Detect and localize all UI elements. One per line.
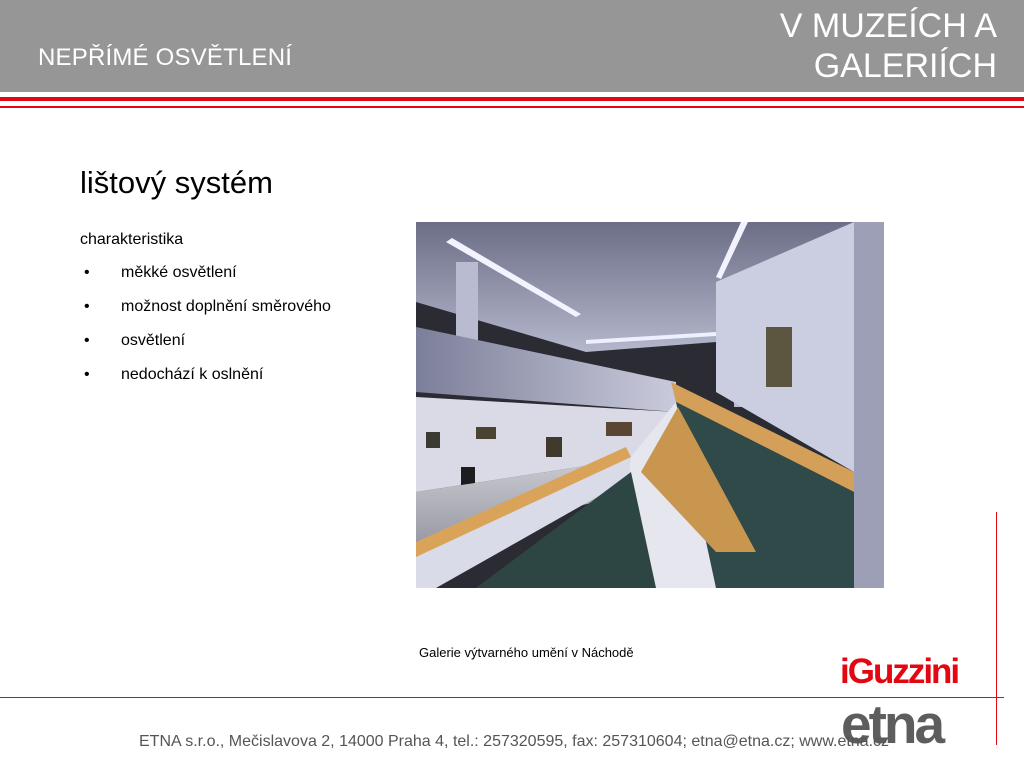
bullet-marker: • <box>84 366 90 383</box>
header-title-line-1: V MUZEÍCH A <box>779 7 997 45</box>
section-subtitle: charakteristika <box>80 231 184 248</box>
list-item-text: možnost doplnění směrového <box>121 298 331 315</box>
bullet-marker: • <box>84 332 90 349</box>
header-title <box>780 6 997 86</box>
list-item-text: osvětlení <box>121 332 186 349</box>
bullet-marker: • <box>84 264 90 281</box>
list-item-text: nedochází k oslnění <box>121 366 264 383</box>
footer-vertical-divider <box>996 512 997 745</box>
slide-title: lištový systém <box>80 165 273 200</box>
header-title-line-2: GALERIÍCH <box>813 47 997 85</box>
bullet-marker: • <box>84 298 90 315</box>
gallery-photo <box>416 222 884 588</box>
gallery-interior-illustration <box>416 222 884 588</box>
header-subtitle: NEPŘÍMÉ OSVĚTLENÍ <box>38 44 293 71</box>
header-bar <box>0 0 1024 92</box>
footer-contact-text: ETNA s.r.o., Mečislavova 2, 14000 Praha 4, tel.: 257320595, fax: 257310604; etna@etna.cz; www.etna.cz <box>139 733 890 750</box>
photo-caption: Galerie výtvarného umění v Náchodě <box>419 645 634 660</box>
list-item-text: měkké osvětlení <box>121 264 237 281</box>
header-divider-thin <box>0 106 1024 108</box>
iguzzini-logo: iGuzzini <box>840 652 959 691</box>
etna-logo: etna <box>841 693 943 755</box>
header-divider-thick <box>0 97 1024 101</box>
